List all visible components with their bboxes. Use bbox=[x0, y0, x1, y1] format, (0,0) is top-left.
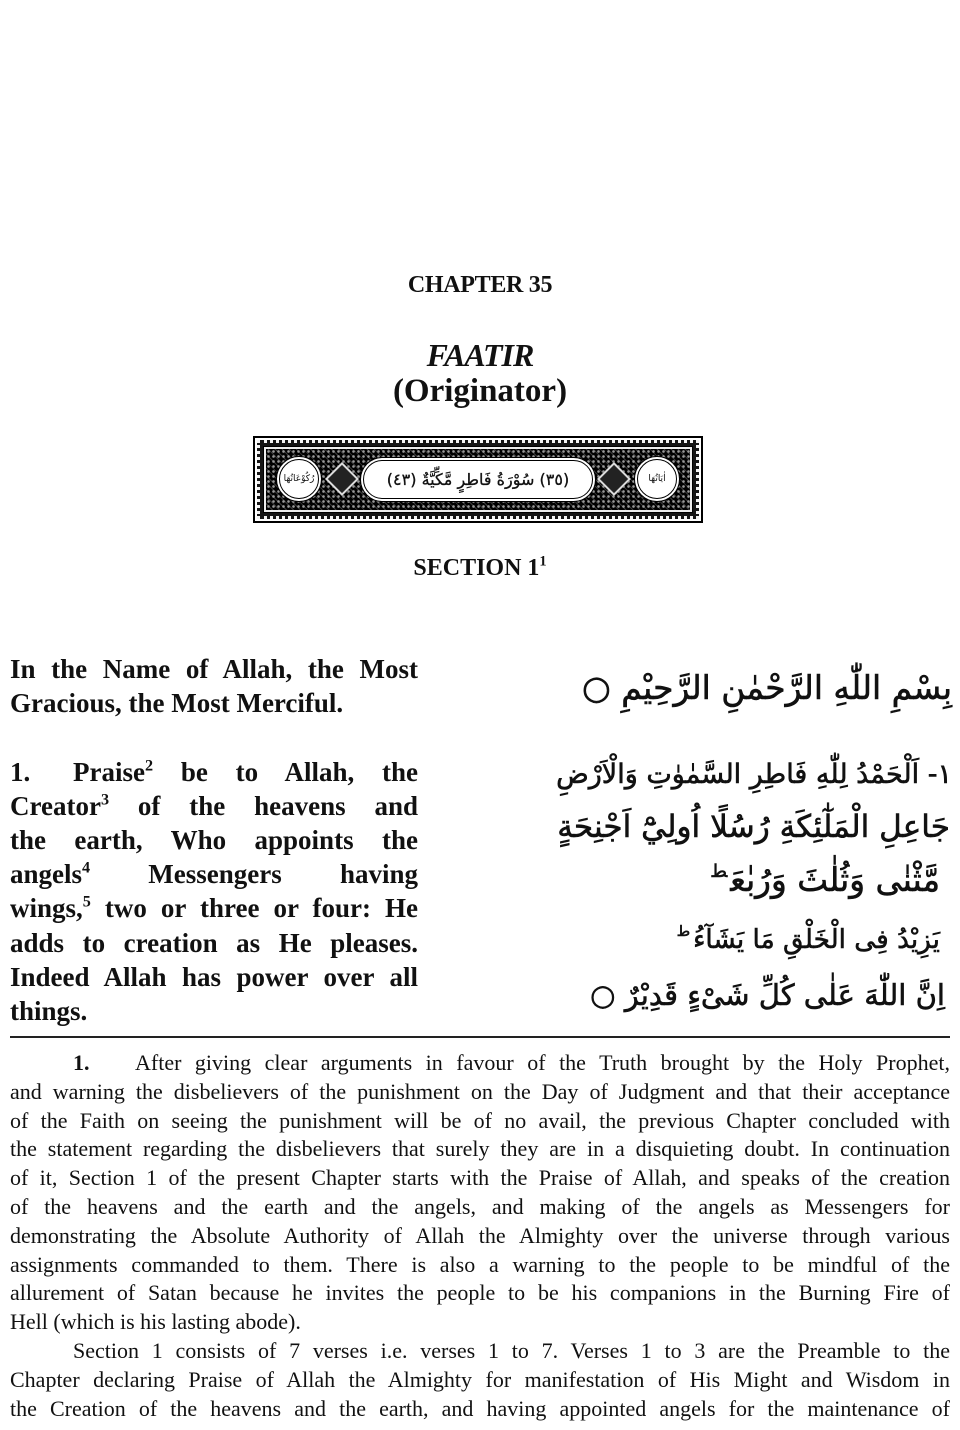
chapter-number: CHAPTER 35 bbox=[407, 272, 553, 298]
verses-medallion-label: اٰيَاتُهَا bbox=[648, 474, 666, 484]
paragraph-gap bbox=[10, 720, 418, 754]
footnote-text: assignments commanded to them. There is also a warning to the people to be mindful of the bbox=[10, 1251, 950, 1277]
verses-medallion bbox=[634, 456, 680, 502]
footnote-text: of the Faith on seeing the punishment will be of no avail, the previous Chapter concluded with bbox=[10, 1107, 950, 1133]
chapter-title-translation: (Originator) bbox=[392, 373, 568, 409]
arabic-verse-text: اِنَّ اللّٰهَ عَلٰى كُلِّ شَىْءٍ قَدِيْرٌ ○ bbox=[590, 978, 945, 1012]
footnote-line bbox=[10, 1279, 950, 1308]
footnote-text: allurement of Satan because he invites the people to be his companions in the Burning Fire of bbox=[10, 1280, 950, 1306]
surah-title-cartouche bbox=[360, 457, 596, 502]
footnote-line bbox=[10, 1395, 950, 1424]
footnote-text: Hell (which is his lasting abode). bbox=[10, 1309, 301, 1335]
section-label: SECTION 1 bbox=[413, 555, 540, 581]
bismillah-translation-line: In the Name of Allah, the Most bbox=[10, 654, 418, 684]
footnote-reference: 3 bbox=[100, 790, 110, 809]
verse-text: two or three or four: He bbox=[90, 893, 418, 924]
chapter-title: FAATIR bbox=[426, 337, 534, 373]
verse-text: be to Allah, the bbox=[153, 756, 418, 787]
footnote-text: of it, Section 1 of the present Chapter starts with the Praise of Allah, and speaks of the creation bbox=[10, 1165, 950, 1191]
verse-text: Messengers having bbox=[90, 859, 418, 890]
footnote-text: the statement regarding the disbelievers that surely they are in a disquieting doubt. In continuation bbox=[10, 1136, 950, 1162]
footnote-divider bbox=[10, 1036, 950, 1038]
footnote-line bbox=[10, 1193, 950, 1222]
footnote-text: of the heavens and the earth and the angels, and making of the angels as Messengers for bbox=[10, 1193, 950, 1219]
ornament-diamond bbox=[597, 462, 631, 496]
verse-text: things. bbox=[10, 995, 88, 1026]
footnote-line bbox=[10, 1222, 950, 1251]
surah-banner bbox=[253, 436, 703, 523]
footnote-reference: 4 bbox=[82, 858, 91, 877]
verse-text: wings, bbox=[10, 893, 83, 924]
bismillah-translation-line: Gracious, the Most Merciful. bbox=[10, 688, 344, 719]
footnote-line bbox=[10, 1308, 950, 1337]
arabic-verse-text: ١- اَلْحَمْدُ لِلّٰهِ فَاطِرِ السَّمٰوٰتِ وَالْاَرْضِ bbox=[556, 759, 952, 790]
footnote-line bbox=[10, 1135, 950, 1164]
arabic-verse-line bbox=[557, 801, 950, 853]
waqf-mark: ط bbox=[676, 924, 691, 941]
verse-translation-line bbox=[10, 823, 418, 857]
arabic-verse-line bbox=[677, 914, 940, 966]
verse-number: 1. bbox=[10, 756, 31, 787]
verse-translation-line bbox=[10, 857, 418, 891]
footnote-text: demonstrating the Absolute Authority of Allah the Almighty over the universe through various bbox=[10, 1222, 950, 1248]
rukus-medallion-label: رُكُوْعَاتُهَا bbox=[283, 474, 315, 484]
footnote-reference: 5 bbox=[82, 892, 91, 911]
footnote-line bbox=[10, 1337, 950, 1366]
arabic-verse-text: جَاعِلِ الْمَلٰٓئِكَةِ رُسُلًا اُولِيْٓ اَجْنِحَةٍ bbox=[557, 809, 950, 845]
footnote-number: 1. bbox=[73, 1050, 90, 1075]
footnote-line bbox=[10, 1078, 950, 1107]
surah-title-arabic: (٣٥) سُوْرَةُ فَاطِرٍ مَّكِّيَّةٌ (٤٣) bbox=[386, 470, 570, 489]
footnote-line bbox=[10, 1251, 950, 1280]
verse-text: Praise bbox=[73, 756, 145, 787]
arabic-verse-text: مَّثْنٰى وَثُلٰثَ وَرُبٰعَ bbox=[730, 861, 940, 899]
verse-text: adds to creation as He pleases. bbox=[10, 927, 418, 958]
verse-text: Creator bbox=[10, 790, 101, 821]
footnote-text: and warning the disbelievers of the punishment on the Day of Judgment and that their acceptance bbox=[10, 1078, 950, 1104]
verse-translation-line bbox=[10, 994, 418, 1028]
footnote-line bbox=[10, 1366, 950, 1395]
bismillah-arabic bbox=[582, 662, 952, 714]
verse-translation-line bbox=[10, 789, 418, 823]
banner-ornament-panel bbox=[264, 447, 692, 512]
footnote-text: the Creation of the heavens and the earth, and having appointed angels for the maintenance of bbox=[10, 1395, 950, 1421]
footnote-line bbox=[10, 1107, 950, 1136]
arabic-verse-line bbox=[710, 854, 940, 906]
verse-text: Indeed Allah has power over all bbox=[10, 961, 418, 992]
verse-text: angels bbox=[10, 859, 83, 890]
banner-beaded-border bbox=[257, 440, 699, 519]
section-heading bbox=[0, 553, 960, 583]
bismillah-arabic-text: بِسْمِ اللّٰهِ الرَّحْمٰنِ الرَّحِيْمِ ○ bbox=[582, 668, 952, 707]
verse-text: the earth, Who appoints the bbox=[10, 824, 418, 855]
arabic-verse-text: يَزِيْدُ فِى الْخَلْقِ مَا يَشَآءُ bbox=[693, 925, 940, 955]
footnote-line bbox=[10, 1049, 950, 1078]
footnote-line bbox=[10, 1164, 950, 1193]
footnote-reference: 1 bbox=[539, 553, 547, 570]
verse-translation-line bbox=[10, 755, 418, 789]
verse-translation-line bbox=[10, 960, 418, 994]
verse-translation-line bbox=[10, 926, 418, 960]
footnote-text: After giving clear arguments in favour of the Truth brought by the Holy Prophet, bbox=[135, 1050, 950, 1075]
verse-translation-column bbox=[10, 652, 418, 1028]
waqf-mark: ط bbox=[710, 860, 728, 882]
verse-translation-line bbox=[10, 891, 418, 925]
footnotes bbox=[10, 1049, 950, 1423]
arabic-verse-line bbox=[590, 969, 945, 1021]
footnote-text: Section 1 consists of 7 verses i.e. verses 1 to 7. Verses 1 to 3 are the Preamble to the bbox=[73, 1337, 950, 1363]
rukus-medallion bbox=[276, 456, 322, 502]
verse-text: of the heavens and bbox=[109, 790, 418, 821]
arabic-verse-line bbox=[556, 749, 952, 801]
footnote-reference: 2 bbox=[144, 756, 154, 775]
ornament-diamond bbox=[325, 462, 359, 496]
footnote-text: Chapter declaring Praise of Allah the Almighty for manifestation of His Might and Wisdom in bbox=[10, 1366, 950, 1392]
